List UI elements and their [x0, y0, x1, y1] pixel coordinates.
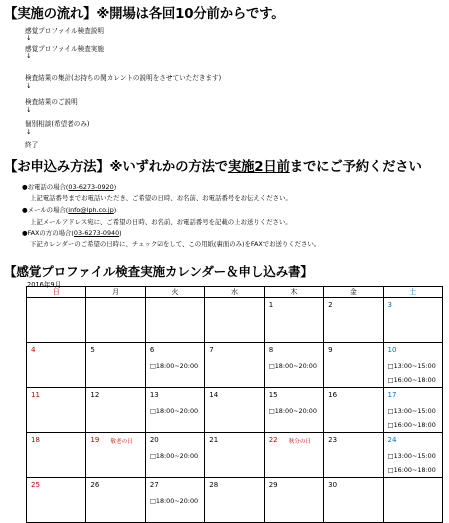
day-number: 21	[209, 436, 219, 444]
timeslot-checkbox[interactable]: □18:00~20:00	[149, 362, 199, 370]
application-deadline: 実施2日前	[227, 160, 290, 175]
day-number: 27	[149, 481, 159, 489]
weekday-mon: 月	[86, 287, 145, 298]
calendar-day-cell	[264, 478, 323, 523]
mail-address: info@lph.co.jp	[68, 206, 114, 214]
timeslot-checkbox[interactable]: □13:00~15:00	[387, 452, 436, 460]
booking-calendar	[26, 286, 443, 523]
calendar-day-cell	[27, 343, 86, 388]
weekday-sun: 日	[27, 287, 86, 298]
calendar-day-cell	[324, 298, 383, 343]
timeslot-checkbox[interactable]: □16:00~18:00	[387, 466, 436, 474]
day-number: 7	[209, 346, 214, 354]
calendar-day-cell	[383, 478, 442, 523]
calendar-day-cell	[383, 298, 442, 343]
timeslot-checkbox[interactable]: □18:00~20:00	[268, 407, 317, 415]
flow-step: 感覚プロファイル検査説明	[25, 27, 104, 35]
calendar-day-cell	[145, 298, 204, 343]
holiday-label: 秋分の日	[288, 439, 312, 445]
calendar-day-cell	[86, 343, 145, 388]
timeslot-checkbox[interactable]: □16:00~18:00	[387, 421, 436, 429]
flow-step: 終了	[25, 141, 39, 149]
mail-label: ●メールの場合(	[22, 206, 69, 214]
calendar-day-cell	[205, 343, 264, 388]
day-number: 5	[90, 346, 95, 354]
timeslot-checkbox[interactable]: □18:00~20:00	[149, 407, 199, 415]
calendar-day-cell	[324, 433, 383, 478]
day-number: 14	[209, 391, 219, 399]
timeslot-checkbox[interactable]: □13:00~15:00	[387, 362, 436, 370]
day-number: 20	[149, 436, 159, 444]
day-number: 26	[90, 481, 100, 489]
phone-number: 03-6273-0920	[68, 183, 114, 191]
timeslot-checkbox[interactable]: □18:00~20:00	[149, 497, 199, 505]
flow-heading: 【実施の流れ】※開場は各回10分前からです。	[4, 7, 285, 22]
fax-instructions: 下記カレンダーのご希望の日時に、チェック☑をして、この用紙(裏面のみ)をFAXでお送りください。	[30, 240, 321, 248]
day-number: 10	[387, 346, 397, 354]
calendar-day-cell	[264, 343, 323, 388]
day-number: 12	[90, 391, 100, 399]
day-number: 25	[31, 481, 40, 489]
calendar-day-cell	[383, 388, 442, 433]
day-number: 17	[387, 391, 397, 399]
weekday-wed: 水	[205, 287, 264, 298]
calendar-day-cell	[145, 388, 204, 433]
calendar-day-cell	[264, 388, 323, 433]
calendar-day-cell	[86, 298, 145, 343]
calendar-day-cell	[145, 343, 204, 388]
calendar-day-cell	[205, 298, 264, 343]
flow-arrow: ↓	[26, 82, 32, 90]
flow-arrow: ↓	[26, 106, 32, 114]
calendar-day-cell	[145, 433, 204, 478]
calendar-day-cell	[264, 298, 323, 343]
day-number: 19	[90, 436, 100, 444]
timeslot-checkbox[interactable]: □18:00~20:00	[268, 362, 317, 370]
fax-label-close: )	[119, 229, 122, 237]
day-number: 22	[268, 436, 278, 444]
day-number: 23	[328, 436, 338, 444]
calendar-day-cell	[205, 433, 264, 478]
timeslot-checkbox[interactable]: □13:00~15:00	[387, 407, 436, 415]
day-number: 29	[268, 481, 278, 489]
day-number: 24	[387, 436, 397, 444]
fax-label: ●FAXの方の場合(	[22, 229, 74, 237]
flow-arrow: ↓	[26, 128, 32, 136]
day-number: 8	[268, 346, 274, 354]
flow-step: 個別相談(希望者のみ)	[25, 120, 90, 128]
day-number: 4	[31, 346, 36, 354]
calendar-day-cell	[27, 433, 86, 478]
mail-label-close: )	[113, 206, 117, 214]
phone-method	[22, 182, 116, 191]
day-number: 2	[328, 301, 333, 309]
fax-method	[22, 228, 122, 237]
calendar-day-cell	[86, 433, 145, 478]
weekday-sat: 土	[383, 287, 442, 298]
calendar-body	[27, 298, 443, 523]
calendar-day-cell	[27, 478, 86, 523]
day-number: 1	[268, 301, 274, 309]
day-number: 30	[328, 481, 338, 489]
phone-instructions: 上記電話番号までお電話いただき、ご希望の日時、お名前、お電話番号をお伝えください。	[30, 194, 292, 202]
day-number: 9	[328, 346, 333, 354]
flow-step: 検査結果のご説明	[25, 98, 78, 106]
day-number: 11	[31, 391, 40, 399]
flow-arrow: ↓	[26, 52, 32, 60]
calendar-day-cell	[86, 388, 145, 433]
calendar-day-cell	[205, 478, 264, 523]
day-number: 3	[387, 301, 392, 309]
calendar-week-row	[27, 343, 443, 388]
calendar-day-cell	[27, 388, 86, 433]
calendar-day-cell	[324, 343, 383, 388]
weekday-header-row	[27, 287, 443, 298]
day-number: 13	[149, 391, 159, 399]
application-heading-suffix: までにご予約ください	[289, 160, 422, 175]
calendar-week-row	[27, 478, 443, 523]
day-number: 15	[268, 391, 278, 399]
timeslot-checkbox[interactable]: □18:00~20:00	[149, 452, 199, 460]
mail-instructions: 上記メールアドレス宛に、ご希望の日時、お名前、お電話番号を記載の上お送りください。	[30, 218, 292, 226]
application-heading	[4, 156, 422, 175]
calendar-day-cell	[324, 478, 383, 523]
calendar-day-cell	[205, 388, 264, 433]
calendar-day-cell	[383, 433, 442, 478]
phone-label-close: )	[113, 183, 117, 191]
weekday-tue: 火	[145, 287, 204, 298]
calendar-week-row	[27, 298, 443, 343]
flow-step: 感覚プロファイル検査実施	[25, 45, 104, 53]
calendar-heading: 【感覚プロファイル検査実施カレンダー＆申し込み書】	[4, 264, 313, 279]
calendar-day-cell	[27, 298, 86, 343]
calendar-day-cell	[264, 433, 323, 478]
weekday-fri: 金	[324, 287, 383, 298]
calendar-day-cell	[383, 343, 442, 388]
application-heading-prefix: 【お申込み方法】※いずれかの方法で	[4, 160, 228, 175]
flow-arrow: ↓	[26, 34, 32, 42]
calendar-week-row	[27, 388, 443, 433]
mail-method	[22, 205, 116, 214]
fax-number: 03-6273-0940	[73, 229, 120, 237]
weekday-thu: 木	[264, 287, 323, 298]
calendar-day-cell	[324, 388, 383, 433]
day-number: 16	[328, 391, 338, 399]
calendar-week-row	[27, 433, 443, 478]
flow-step: 検査結果の集計(お持ちの関カレントの説明をさせていただきます)	[25, 74, 222, 82]
calendar-day-cell	[86, 478, 145, 523]
calendar-month: 2016年9月	[27, 281, 62, 289]
day-number: 28	[209, 481, 219, 489]
phone-label: ●お電話の場合(	[22, 183, 69, 191]
holiday-label: 敬老の日	[110, 439, 133, 445]
calendar-day-cell	[145, 478, 204, 523]
day-number: 6	[149, 346, 155, 354]
timeslot-checkbox[interactable]: □16:00~18:00	[387, 376, 436, 384]
day-number: 18	[31, 436, 40, 444]
